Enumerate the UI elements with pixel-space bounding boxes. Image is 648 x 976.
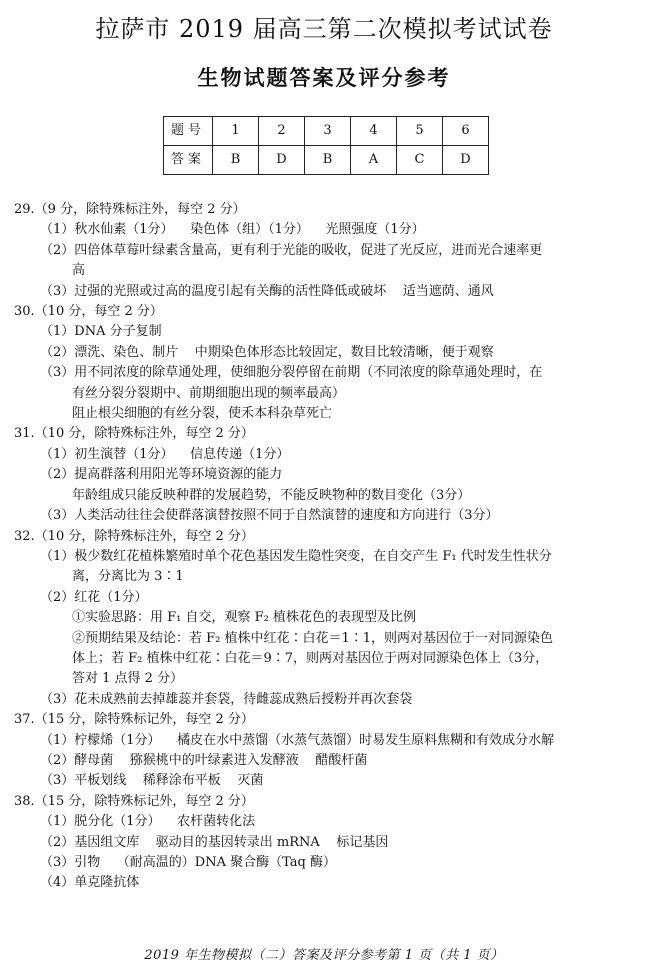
answer-line: （3）人类活动往往会使群落演替按照不同于自然演替的速度和方向进行（3分） [40, 508, 499, 524]
answer-cell: A [351, 146, 397, 175]
answer-line: （2）提高群落利用阳光等环境资源的能力 [40, 467, 283, 483]
answer-line: （2）漂洗、染色、制片 中期染色体形态比较固定，数目比较清晰，便于观察 [40, 344, 494, 360]
answer-line: （3）花未成熟前去掉雄蕊并套袋，待雌蕊成熟后授粉并再次套袋 [40, 691, 413, 707]
answer-line: 年龄组成只能反映种群的发展趋势，不能反映物种的数目变化（3分） [72, 487, 471, 503]
answer-line: ①实验思路：用 F₁ 自交，观察 F₂ 植株花色的表现型及比例 [72, 610, 416, 626]
question-block [14, 302, 638, 424]
answer-cell: C [397, 146, 443, 175]
answer-table [163, 116, 489, 175]
question-header: 37.（15 分，除特殊标记外，每空 2 分） [14, 712, 254, 728]
answer-table-number-row [164, 117, 489, 146]
answer-line: （1）初生演替（1分） 信息传递（1分） [40, 446, 290, 462]
answer-table-answer-row [164, 146, 489, 175]
question-block [14, 710, 638, 792]
page-footer: 2019 年生物模拟（二）答案及评分参考第 1 页（共 1 页） [144, 948, 504, 963]
answer-cell: B [305, 146, 351, 175]
answer-cell: D [259, 146, 305, 175]
answer-line: （2）基因组文库 驱动目的基因转录出 mRNA 标记基因 [40, 834, 389, 850]
answer-line: 高 [72, 263, 86, 279]
answer-line: （4）单克隆抗体 [40, 875, 140, 891]
answer-line: 离，分离比为 3∶1 [72, 569, 184, 585]
answer-line: （2）红花（1分） [40, 589, 148, 605]
answer-line: ②预期结果及结论：若 F₂ 植株中红花∶白花＝1∶1，则两对基因位于一对同源染色 [72, 630, 554, 646]
document-subtitle: 生物试题答案及评分参考 [197, 65, 451, 90]
answer-line: 体上；若 F₂ 植株中红花∶白花＝9∶7，则两对基因位于两对同源染色体上（3分， [72, 650, 549, 666]
question-block [14, 200, 638, 302]
question-block [14, 424, 638, 526]
answer-line: 有丝分裂分裂期中、前期细胞出现的频率最高） [72, 385, 346, 401]
question-number: 2 [259, 117, 305, 146]
answer-line: （1）脱分化（1分） 农杆菌转化法 [40, 814, 256, 830]
question-block [14, 792, 638, 894]
question-number: 5 [397, 117, 443, 146]
answer-line: （3）用不同浓度的除草通处理，使细胞分裂停留在前期（不同浓度的除草通处理时，在 [40, 365, 543, 381]
question-block [14, 527, 638, 711]
question-header: 32.（10 分，除特殊标注外，每空 2 分） [14, 528, 254, 544]
answer-cell: B [213, 146, 259, 175]
answer-line: （3）平板划线 稀释涂布平板 灭菌 [40, 773, 264, 789]
question-number-label: 题号 [164, 117, 213, 146]
answer-label: 答案 [164, 146, 213, 175]
question-number: 4 [351, 117, 397, 146]
question-number: 3 [305, 117, 351, 146]
answer-cell: D [443, 146, 489, 175]
answer-line: （1）DNA 分子复制 [40, 324, 162, 340]
question-header: 29.（9 分，除特殊标注外，每空 2 分） [14, 202, 246, 217]
answer-line: 答对 1 点得 2 分） [72, 671, 184, 687]
question-header: 38.（15 分，除特殊标记外，每空 2 分） [14, 793, 254, 809]
answer-line: （3）过强的光照或过高的温度引起有关酶的活性降低或破坏 适当遮荫、通风 [40, 283, 494, 299]
question-header: 30.（10 分，每空 2 分） [14, 304, 163, 320]
answer-line: （3）引物 （耐高温的）DNA 聚合酶（Taq 酶） [40, 855, 336, 870]
question-number: 1 [213, 117, 259, 146]
answer-line: （2）酵母菌 猕猴桃中的叶绿素进入发酵液 醋酸杆菌 [40, 752, 368, 768]
answer-body [14, 200, 638, 894]
document-title: 拉萨市 2019 届高三第二次模拟考试试卷 [95, 15, 553, 43]
answer-line: （1）极少数红花植株繁殖时单个花色基因发生隐性突变，在自交产生 F₁ 代时发生性状分 [40, 548, 552, 564]
question-header: 31.（10 分，除特殊标注外，每空 2 分） [14, 426, 254, 442]
answer-line: （2）四倍体草莓叶绿素含量高，更有利于光能的吸收，促进了光反应，进而光合速率更 [40, 242, 543, 258]
answer-line: （1）柠檬烯（1分） 橘皮在水中蒸馏（水蒸气蒸馏）时易发生原料焦糊和有效成分水解 [40, 732, 555, 748]
answer-line: （1）秋水仙素（1分） 染色体（组）（1分） 光照强度（1分） [40, 222, 425, 238]
answer-line: 阻止根尖细胞的有丝分裂，使禾本科杂草死亡 [72, 406, 333, 422]
question-number: 6 [443, 117, 489, 146]
